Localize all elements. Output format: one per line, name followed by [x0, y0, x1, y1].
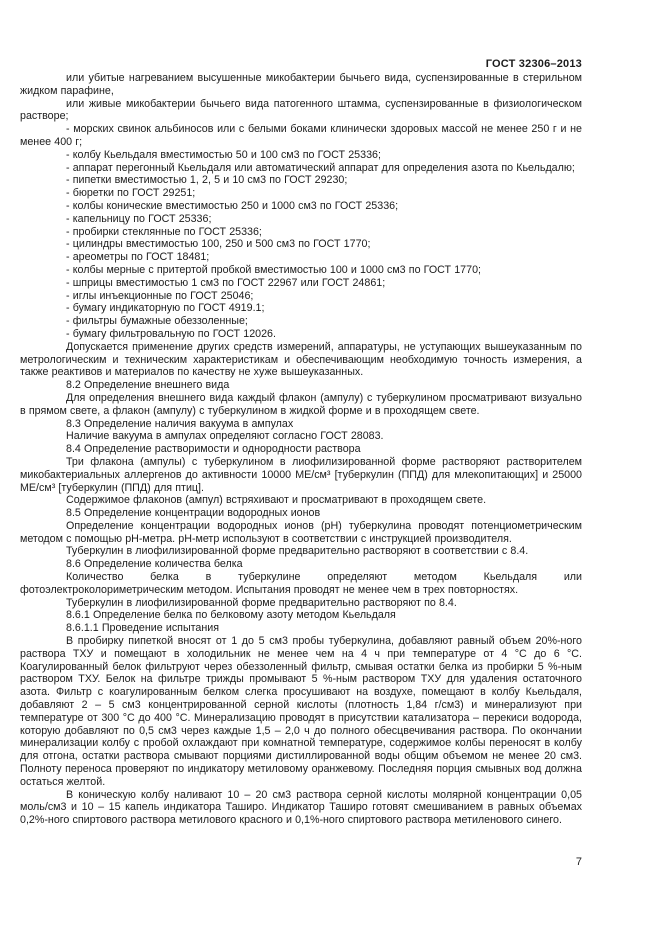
paragraph: Содержимое флаконов (ампул) встряхивают и просматривают в проходящем свете.	[66, 494, 487, 507]
paragraph: В пробирку пипеткой вносят от 1 до 5 см3 пробы туберкулина, добавляют равный объем 20%-ного раствора ТХУ и помещают в холодильник не менее чем на 4 ч при температуре от 4 °С до 6 °С. Коагулированный белок фильтруют через обеззоленный фильтр, смывая остатки белка из пробирки 5 %-ным раствором ТХУ. Белок на фильтре трижды промывают 5 %-ным раствором ТХУ для удаления остаточного азота. Фильтр с коагулированным белком слегка просушивают на воздухе, помещают в колбу Кьельдаля, добавляют 2 – 5 см3 концентрированной серной кислоты (плотность 1,84 г/см3) и минерализуют при температуре от 300 °С до 400 °С. Минерализацию проводят в присутствии катализатора – перекиси водорода, которую добавляют по 0,5 см3 через каждые 1,5 – 2,0 ч до полного обесцвечивания раствора. По окончании минерализации колбу с пробой охлаждают при комнатной температуре, содержимое колбы переносят в колбу для отгона, остатки раствора смывают порциями дистиллированной воды общим объемом не менее 20 см3. Полноту переноса проверяют по индикатору метиловому оранжевому. Последняя порция смывных вод должна остаться желтой.	[20, 635, 582, 788]
paragraph: - бумагу фильтровальную по ГОСТ 12026.	[66, 327, 276, 340]
paragraph: 8.6 Определение количества белка	[66, 558, 243, 571]
paragraph: - морских свинок альбиносов или с белыми боками клинически здоровых массой не менее 250 г и не менее 400 г;	[20, 123, 582, 148]
paragraph: Количество белка в туберкулине определяют методом Кьельдаля или фотоэлектроколориметрическим методом. Испытания проводят не менее чем в трех повторностях.	[20, 571, 582, 596]
paragraph: - колбу Кьельдаля вместимостью 50 и 100 см3 по ГОСТ 25336;	[66, 148, 381, 161]
paragraph: - пипетки вместимостью 1, 2, 5 и 10 см3 по ГОСТ 29230;	[66, 174, 348, 187]
paragraph: - капельницу по ГОСТ 25336;	[66, 212, 212, 225]
paragraph: - ареометры по ГОСТ 18481;	[66, 251, 210, 264]
paragraph: Допускается применение других средств измерений, аппаратуры, не уступающих вышеуказанным по метрологическим и техническим характеристикам и обеспечивающим необходимую точность измерения, а также реактивов и материалов по качеству не хуже вышеуказанных.	[20, 340, 582, 379]
paragraph: Туберкулин в лиофилизированной форме предварительно растворяют по 8.4.	[66, 596, 457, 609]
paragraph: 8.5 Определение концентрации водородных ионов	[66, 507, 321, 520]
document-header: ГОСТ 32306–2013	[485, 58, 582, 70]
paragraph: Для определения внешнего вида каждый флакон (ампулу) с туберкулином просматривают визуально в прямом свете, а флакон (ампулу) с туберкулином в жидкой форме и в проходящем свете.	[20, 391, 582, 417]
paragraph: - колбы мерные с притертой пробкой вместимостью 100 и 1000 см3 по ГОСТ 1770;	[66, 263, 481, 276]
paragraph: Три флакона (ампулы) с туберкулином в лиофилизированной форме растворяют растворителем микобактериальных аллергенов до активности 10000 МЕ/см³ [туберкулин (ППД) для млекопитающих] и 25000 МЕ/см³ [туберкулин (ППД) для птиц].	[20, 455, 582, 494]
paragraph: Наличие вакуума в ампулах определяют согласно ГОСТ 28083.	[66, 430, 384, 443]
document-body	[20, 72, 582, 827]
paragraph: - фильтры бумажные обеззоленные;	[66, 315, 248, 328]
paragraph: 8.3 Определение наличия вакуума в ампулах	[66, 417, 294, 430]
paragraph: - аппарат перегонный Кьельдаля или автоматический аппарат для определения азота по Кьельдалю;	[66, 161, 575, 174]
paragraph: 8.6.1 Определение белка по белковому азоту методом Кьельдаля	[66, 609, 396, 622]
page-number: 7	[575, 856, 582, 868]
paragraph: 8.2 Определение внешнего вида	[66, 379, 230, 392]
paragraph: - колбы конические вместимостью 250 и 1000 см3 по ГОСТ 25336;	[66, 199, 399, 212]
paragraph: - цилиндры вместимостью 100, 250 и 500 см3 по ГОСТ 1770;	[66, 238, 371, 251]
paragraph: Туберкулин в лиофилизированной форме предварительно растворяют в соответствии с 8.4.	[66, 545, 529, 558]
paragraph: - бумагу индикаторную по ГОСТ 4919.1;	[66, 302, 265, 315]
paragraph: или живые микобактерии бычьего вида патогенного штамма, суспензированные в физиологическом растворе;	[20, 97, 582, 123]
paragraph: Определение концентрации водородных ионов (рН) туберкулина проводят потенциометрическим методом с помощью рН-метра. рН-метр используют в соответствии с инструкцией производителя.	[20, 519, 582, 545]
paragraph: или убитые нагреванием высушенные микобактерии бычьего вида, суспензированные в стерильном жидком парафине,	[20, 72, 582, 97]
paragraph: - иглы инъекционные по ГОСТ 25046;	[66, 289, 254, 302]
paragraph: - пробирки стеклянные по ГОСТ 25336;	[66, 225, 262, 238]
paragraph: - бюретки по ГОСТ 29251;	[66, 187, 196, 200]
paragraph: - шприцы вместимостью 1 см3 по ГОСТ 22967 или ГОСТ 24861;	[66, 276, 386, 289]
paragraph: 8.6.1.1 Проведение испытания	[66, 622, 220, 635]
paragraph: 8.4 Определение растворимости и однородности раствора	[66, 443, 361, 456]
paragraph: В коническую колбу наливают 10 – 20 см3 раствора серной кислоты молярной концентрации 0,05 моль/см3 и 10 – 15 капель индикатора Таширо. Индикатор Таширо готовят смешиванием в равных объемах 0,2%-ного спиртового раствора метилового красного и 0,1%-ного спиртового раствора метиленового синего.	[20, 788, 582, 827]
